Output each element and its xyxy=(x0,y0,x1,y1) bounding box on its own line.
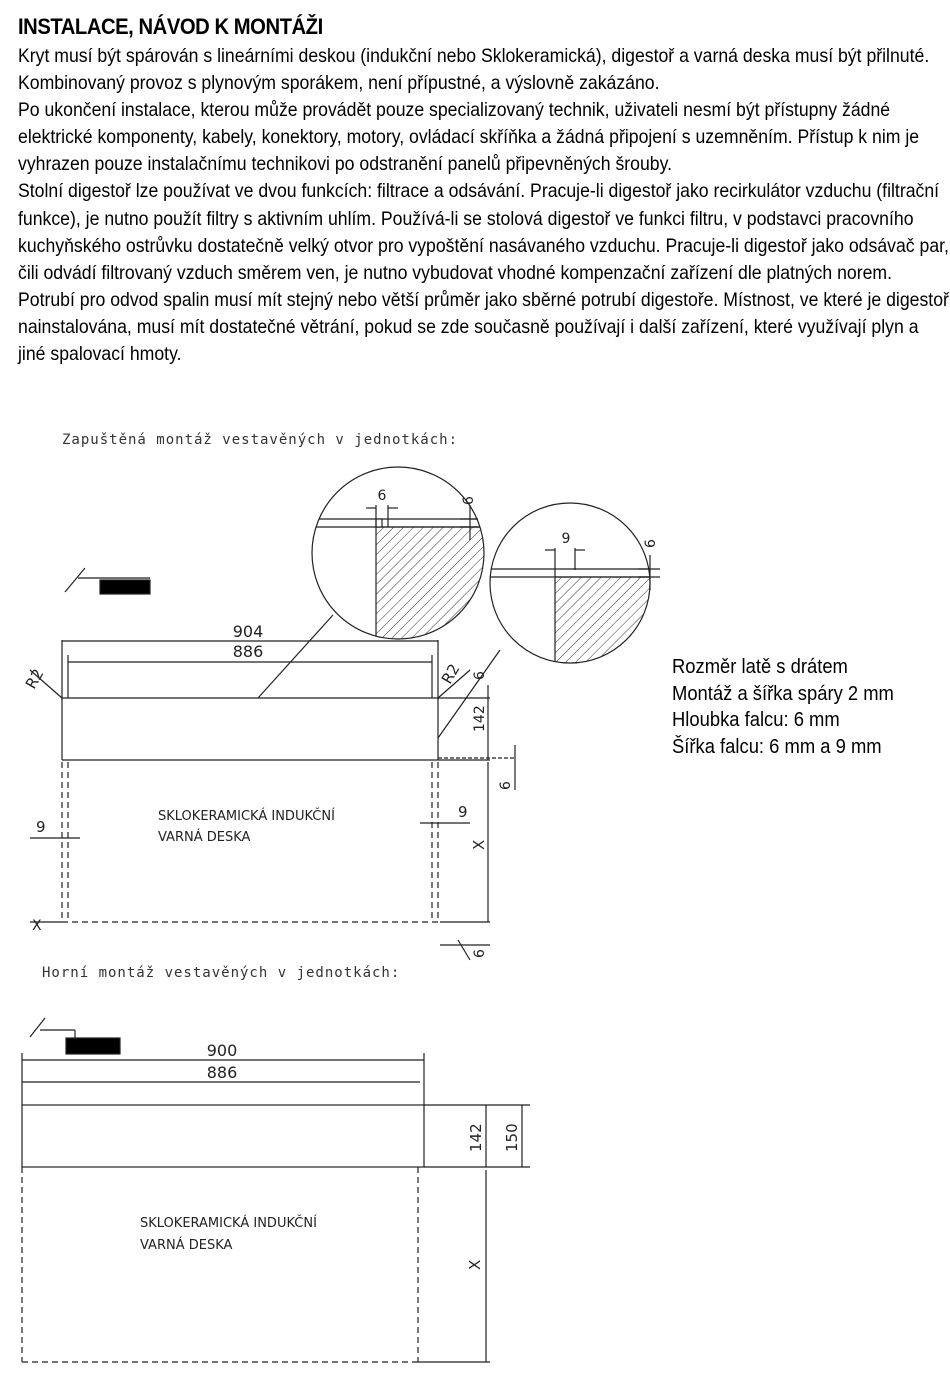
top-mount-drawing xyxy=(22,1018,530,1362)
hob-label-1: SKLOKERAMICKÁ INDUKČNÍ xyxy=(140,1216,317,1231)
hob-label-2: VARNÁ DESKA xyxy=(140,1238,233,1253)
dim-corner-x: X xyxy=(32,918,42,934)
dim-side-left: 9 xyxy=(36,818,46,836)
radius-left: R2 xyxy=(21,665,48,692)
dim-900: 900 xyxy=(206,1041,238,1060)
paragraph-filtration-extraction: Stolní digestoř lze používat ve dvou funkcích: filtrace a odsávání. Pracuje-li digestoř jako recirkulátor vzduchu (filtrační funkce), je nutno použít filtry s aktivním uhlím. Používá-li se stolová digestoř ve funkci filtru, v podstavci pracovního kuchyňského ostrůvku dostatečně velký otvor pro vypoštění nasávaného vzduchu. Pracuje-li digestoř jako odsávač par, čili odvádí filtrovaný vzduch směrem ven, je nutno vybudovat vhodné kompenzační zařízení dle platných norem. Potrubí pro odvod spalin musí mít stejný nebo větší průměr jako sběrné potrubí digestoře. Místnost, ve které je digestoř nainstalována, musí mít dostatečné větrání, pokud se zde současně používají i další zařízení, které využívají plyn a jiné spalovací hmoty. xyxy=(18,180,949,366)
page-heading: INSTALACE, NÁVOD K MONTÁŽI xyxy=(18,14,323,39)
hob-label-1: SKLOKERAMICKÁ INDUKČNÍ xyxy=(158,809,335,824)
dim-height-x: X xyxy=(470,839,488,850)
top-mount-caption: Horní montáž vestavěných v jednotkách: xyxy=(42,965,401,981)
dim-150: 150 xyxy=(503,1123,521,1152)
detail1-depth: 6 xyxy=(461,496,477,505)
spec-line: Hloubka falcu: 6 mm xyxy=(672,709,840,731)
worktop-symbol xyxy=(30,1018,120,1054)
paragraph-installation-access: Po ukončení instalace, kterou může provádět pouze specializovaný technik, uživateli nesmí být přístupny žádné elektrické komponenty, kabely, konektory, motory, ovládací skříňka a žádná připojení s uzemněním. Přístup k nim je vyhrazen pouze instalačnímu technikovi po odstranění panelů připevněných šrouby. xyxy=(18,99,920,176)
dim-142: 142 xyxy=(467,1123,485,1152)
flush-mount-dimension-labels xyxy=(22,488,659,958)
spec-line: Šířka falcu: 6 mm a 9 mm xyxy=(672,735,882,758)
spec-line: Montáž a šířka spáry 2 mm xyxy=(672,682,894,705)
dim-886: 886 xyxy=(232,642,264,661)
paragraph-coupling: Kryt musí být spárován s lineárními deskou (indukční nebo Sklokeramická), digestoř a varná deska musí být přilnuté. Kombinovaný provoz s plynovým sporákem, není přípustné, a výslovně zakázáno. xyxy=(18,45,930,95)
dim-gap: 6 xyxy=(498,781,514,790)
dim-height-x: X xyxy=(466,1259,484,1270)
flush-mount-caption: Zapuštěná montáž vestavěných v jednotkách: xyxy=(62,432,459,448)
dim-corner-6: 6 xyxy=(472,949,488,958)
dim-side-right: 9 xyxy=(458,803,468,821)
radius-right: R2 xyxy=(437,660,464,687)
dim-886: 886 xyxy=(206,1063,238,1082)
dim-142: 142 xyxy=(472,705,488,732)
dim-rebate-depth: 6 xyxy=(472,671,488,680)
hob-label-2: VARNÁ DESKA xyxy=(158,830,251,845)
detail2-depth: 6 xyxy=(643,539,659,548)
dim-904: 904 xyxy=(232,622,264,641)
detail2-width: 9 xyxy=(561,531,571,547)
top-mount-dimension-labels xyxy=(140,1041,521,1270)
detail-circle-right xyxy=(480,503,665,687)
spec-line: Rozměr latě s drátem xyxy=(672,656,848,678)
detail1-width: 6 xyxy=(377,488,387,504)
worktop-symbol xyxy=(65,568,150,594)
